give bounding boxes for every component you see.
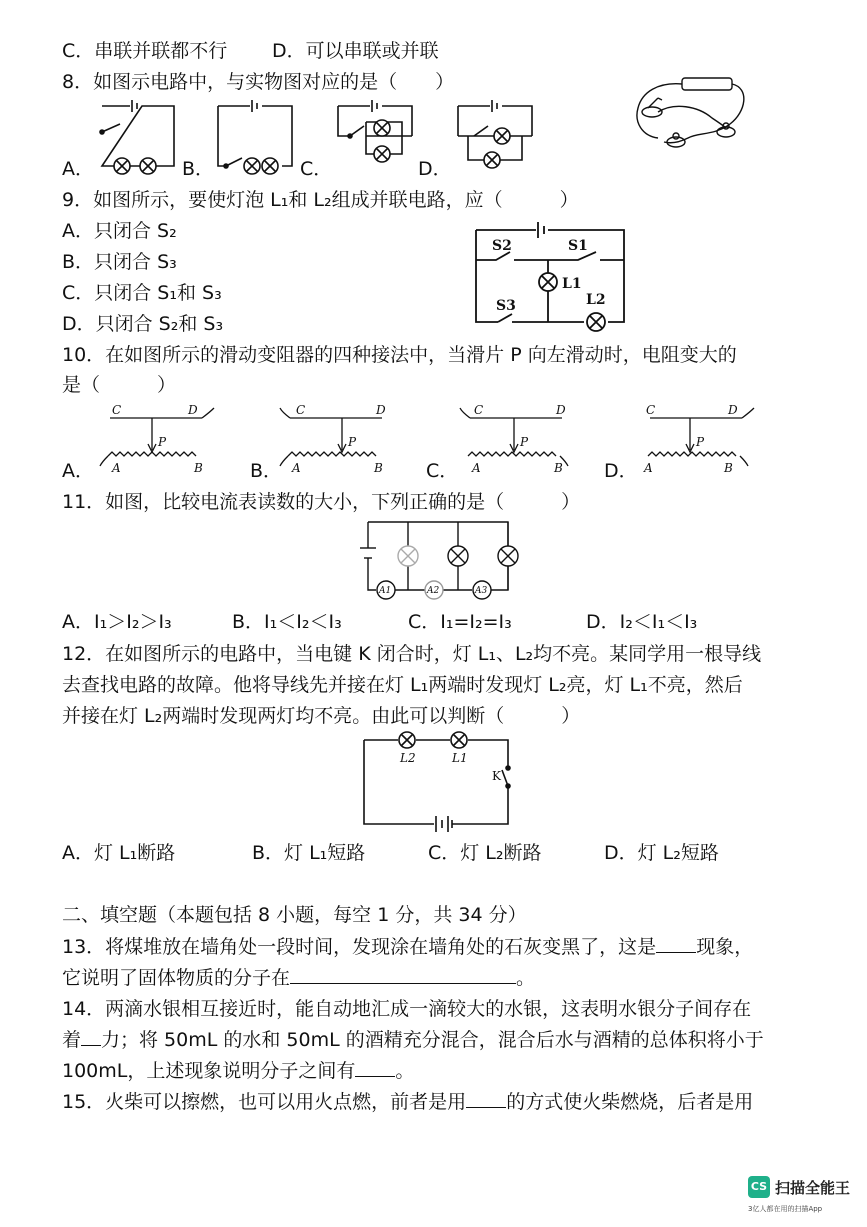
q11-option-a: A．I₁＞I₂＞I₃ (62, 611, 172, 633)
q9-option-a: A．只闭合 S₂ (62, 220, 177, 242)
section-2-heading: 二、填空题（本题包括 8 小题，每空 1 分，共 34 分） (62, 904, 527, 926)
q10-stem-line2: 是（ ） (62, 374, 177, 396)
svg-text:D: D (556, 403, 566, 417)
q14-blank-1[interactable] (81, 1027, 101, 1046)
q11-option-c: C．I₁=I₂=I₃ (408, 611, 512, 633)
svg-text:L2: L2 (400, 751, 416, 765)
svg-text:A: A (472, 461, 481, 475)
q11-option-d: D．I₂＜I₁＜I₃ (586, 611, 698, 633)
q11-option-b: B．I₁＜I₂＜I₃ (232, 611, 342, 633)
svg-text:P: P (158, 435, 167, 449)
svg-text:L1: L1 (452, 751, 468, 765)
q14-line2: 着 力；将 50mL 的水和 50mL 的酒精充分混合，混合后水与酒精的总体积将小于 (62, 1029, 764, 1051)
q9-s2-label: S2 (492, 238, 512, 254)
q10-rheostat-c (456, 400, 580, 476)
q8-circuit-c (332, 96, 418, 176)
q12-stem-line1: 12．在如图所示的电路中，当电键 K 闭合时，灯 L₁、L₂均不亮。某同学用一根导线 (62, 643, 762, 665)
q10-option-d: D． (604, 460, 638, 482)
watermark-brand: 扫描全能王 (775, 1179, 851, 1197)
q8-option-c: C． (300, 158, 333, 180)
svg-text:P: P (696, 435, 705, 449)
q12-stem-line2: 去查找电路的故障。他将导线先并接在灯 L₁两端时发现灯 L₂亮，灯 L₁不亮，然后 (62, 674, 743, 696)
svg-text:A: A (112, 461, 121, 475)
svg-text:B: B (724, 461, 733, 475)
q9-s3-label: S3 (496, 298, 516, 314)
q9-circuit-diagram (474, 218, 630, 328)
q9-s1-label: S1 (568, 238, 588, 254)
q12-option-c: C．灯 L₂断路 (428, 842, 542, 864)
q8-option-d: D． (418, 158, 452, 180)
q8-physical-diagram (628, 72, 752, 156)
q12-option-d: D．灯 L₂短路 (604, 842, 719, 864)
q14-blank-2[interactable] (355, 1058, 395, 1077)
q10-rheostat-a (96, 400, 220, 476)
q9-l2-label: L2 (586, 292, 606, 308)
q7-option-d: D．可以串联或并联 (272, 40, 439, 62)
q14-line3: 100mL，上述现象说明分子之间有 。 (62, 1060, 415, 1082)
q15-blank-1[interactable] (466, 1089, 506, 1108)
svg-text:P: P (348, 435, 357, 449)
camscanner-logo-icon: CS (748, 1176, 770, 1198)
svg-text:K: K (492, 769, 501, 783)
q10-stem-line1: 10．在如图所示的滑动变阻器的四种接法中，当滑片 P 向左滑动时，电阻变大的 (62, 344, 737, 366)
svg-text:B: B (554, 461, 563, 475)
q10-rheostat-d (636, 400, 760, 476)
q8-circuit-d (452, 96, 538, 176)
q12-stem-line3: 并接在灯 L₂两端时发现两灯均不亮。由此可以判断（ ） (62, 705, 581, 727)
q11-stem: 11．如图，比较电流表读数的大小，下列正确的是（ ） (62, 491, 581, 513)
q10-option-b: B． (250, 460, 283, 482)
q9-option-d: D．只闭合 S₂和 S₃ (62, 313, 224, 335)
svg-text:D: D (376, 403, 386, 417)
svg-text:A1: A1 (379, 586, 392, 596)
svg-text:D: D (728, 403, 738, 417)
q8-option-a: A． (62, 158, 94, 180)
q11-circuit-diagram (358, 518, 520, 604)
q9-option-c: C．只闭合 S₁和 S₃ (62, 282, 222, 304)
q13-line1: 13．将煤堆放在墙角处一段时间，发现涂在墙角处的石灰变黑了，这是 现象， (62, 936, 754, 958)
q12-option-b: B．灯 L₁短路 (252, 842, 366, 864)
q10-rheostat-b (276, 400, 400, 476)
q12-option-a: A．灯 L₁断路 (62, 842, 176, 864)
q15-line1: 15．火柴可以擦燃，也可以用火点燃，前者是用 的方式使火柴燃烧，后者是用 (62, 1091, 754, 1113)
svg-text:C: C (296, 403, 306, 417)
q12-circuit-diagram (360, 728, 516, 836)
svg-text:B: B (374, 461, 383, 475)
q13-blank-1[interactable] (656, 934, 696, 953)
q14-line1: 14．两滴水银相互接近时，能自动地汇成一滴较大的水银，这表明水银分子间存在 (62, 998, 752, 1020)
svg-text:C: C (646, 403, 656, 417)
q8-option-b: B． (182, 158, 215, 180)
q8-circuit-a (96, 96, 180, 176)
q10-option-c: C． (426, 460, 459, 482)
scanner-watermark (748, 1176, 858, 1222)
q9-option-b: B．只闭合 S₃ (62, 251, 177, 273)
svg-text:C: C (112, 403, 122, 417)
svg-text:C: C (474, 403, 484, 417)
q13-line2: 它说明了固体物质的分子在 。 (62, 967, 536, 989)
svg-text:D: D (188, 403, 198, 417)
svg-text:P: P (520, 435, 529, 449)
svg-text:A: A (644, 461, 653, 475)
q13-blank-2[interactable] (290, 965, 516, 984)
q9-stem: 9．如图所示，要使灯泡 L₁和 L₂组成并联电路，应（ ） (62, 189, 579, 211)
svg-text:A2: A2 (427, 586, 440, 596)
svg-text:A3: A3 (475, 586, 488, 596)
q8-circuit-b (212, 96, 298, 176)
svg-text:B: B (194, 461, 203, 475)
q10-option-a: A． (62, 460, 94, 482)
q9-l1-label: L1 (562, 276, 582, 292)
q7-option-c: C．串联并联都不行 (62, 40, 228, 62)
q8-stem: 8．如图示电路中，与实物图对应的是（ ） (62, 71, 455, 93)
watermark-tagline: 3亿人都在用的扫描App (748, 1205, 823, 1213)
svg-text:A: A (292, 461, 301, 475)
